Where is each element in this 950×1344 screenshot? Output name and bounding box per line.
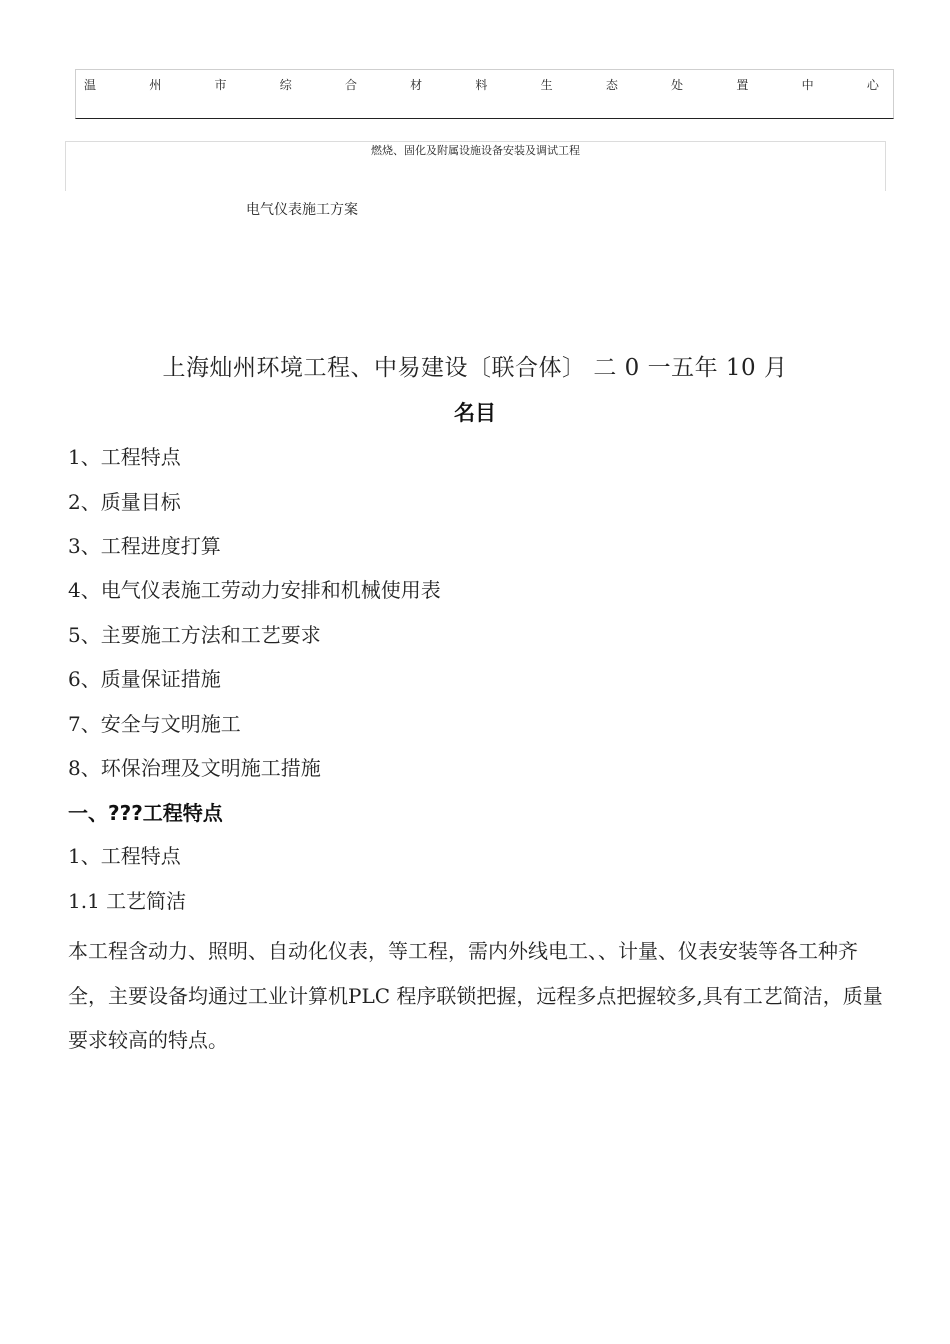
- header-char: 中: [801, 78, 814, 92]
- company-and-date: 上海灿州环境工程、中易建设〔联合体〕 二 0 一五年 10 月: [162, 355, 788, 381]
- toc-item: 1、工程特点: [68, 445, 181, 469]
- toc-item: 2、质量目标: [68, 490, 181, 514]
- section-paragraph: 本工程含动力、照明、自动化仪表，等工程，需内外线电工、、计量、仪表安装等各工种齐全，主要设备均通过工业计算机PLC 程序联锁把握，远程多点把握较多,具有工艺简洁，质量要求较高的特点。: [68, 939, 883, 1052]
- project-title: 燃烧、固化及附属设施设备安装及调试工程: [371, 144, 580, 157]
- header-char: 心: [866, 78, 879, 92]
- subsection-heading: 1、工程特点: [68, 844, 181, 868]
- header-char: 材: [410, 78, 423, 92]
- section-heading: 一、???工程特点: [68, 801, 223, 825]
- header-char: 州: [149, 78, 162, 92]
- header-char: 态: [605, 78, 618, 92]
- header-char: 综: [279, 78, 292, 92]
- header-char: 温: [84, 78, 97, 92]
- header-char: 处: [671, 78, 684, 92]
- project-title-cell: [65, 141, 886, 191]
- toc-item: 6、质量保证措施: [68, 667, 221, 691]
- toc-item: 7、安全与文明施工: [68, 712, 241, 736]
- toc-title: 名目: [454, 401, 496, 425]
- header-char: 生: [540, 78, 553, 92]
- subsubsection-heading: 1.1 工艺简洁: [68, 889, 187, 913]
- header-organization-name: [84, 76, 879, 93]
- header-char: 料: [475, 78, 488, 92]
- toc-item: 4、电气仪表施工劳动力安排和机械使用表: [68, 578, 441, 602]
- toc-item: 3、工程进度打算: [68, 534, 221, 558]
- plan-title: 电气仪表施工方案: [246, 202, 358, 218]
- toc-item: 8、环保治理及文明施工措施: [68, 756, 321, 780]
- header-table-cell: [75, 69, 894, 119]
- toc-item: 5、主要施工方法和工艺要求: [68, 623, 321, 647]
- header-char: 置: [736, 78, 749, 92]
- header-char: 市: [214, 78, 227, 92]
- header-char: 合: [344, 78, 357, 92]
